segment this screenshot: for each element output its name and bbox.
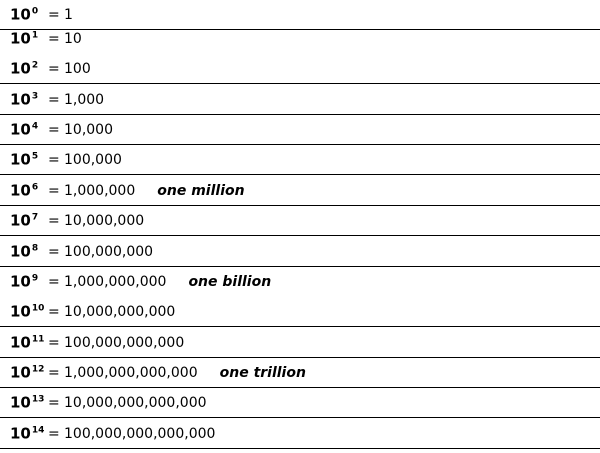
value-text: 100 xyxy=(64,60,91,77)
value-text: 10,000,000,000 xyxy=(64,303,176,320)
table-row xyxy=(0,24,600,54)
table-row xyxy=(0,388,600,418)
equals-sign: = xyxy=(48,243,60,260)
table-row xyxy=(0,419,600,449)
value-text: 10,000,000,000,000 xyxy=(64,394,207,411)
equals-sign: = xyxy=(48,212,60,229)
value-text: 100,000,000,000,000 xyxy=(64,425,216,442)
table-row xyxy=(0,176,600,206)
equals-sign: = xyxy=(48,364,60,381)
equals-sign: = xyxy=(48,274,60,290)
table-row xyxy=(0,358,600,388)
table-row xyxy=(0,237,600,267)
value-text: 1,000,000,000,000 one trillion xyxy=(64,364,306,381)
note-one-trillion: one trillion xyxy=(219,364,306,381)
note-one-million: one million xyxy=(157,182,245,199)
equals-sign: = xyxy=(48,60,60,77)
power-label: $10^2$ xyxy=(10,59,39,77)
power-label: $10^9$ xyxy=(10,272,39,291)
power-label: $10^{10}$ xyxy=(10,302,45,320)
equals-sign: = xyxy=(48,182,60,199)
equals-sign: = xyxy=(48,425,60,442)
power-label: $10^0$ xyxy=(10,5,39,23)
power-label: $10^7$ xyxy=(10,211,39,229)
table-row xyxy=(0,54,600,84)
power-label: $10^{14}$ xyxy=(10,424,45,442)
value-text: 10 xyxy=(64,31,82,47)
power-label: $10^3$ xyxy=(10,90,39,108)
table-row xyxy=(0,145,600,175)
table-row xyxy=(0,297,600,327)
value-text: 1,000,000 one million xyxy=(64,182,245,199)
table-row xyxy=(0,85,600,115)
equals-sign: = xyxy=(48,151,60,168)
equals-sign: = xyxy=(48,394,60,411)
value-text: 10,000 xyxy=(64,121,113,138)
power-label: $10^8$ xyxy=(10,242,39,260)
power-label: $10^{12}$ xyxy=(10,363,45,381)
value-text: 1,000,000,000 one billion xyxy=(64,274,272,290)
equals-sign: = xyxy=(48,31,60,47)
equals-sign: = xyxy=(48,91,60,108)
value-text: 100,000 xyxy=(64,151,122,168)
power-label: $10^{13}$ xyxy=(10,393,45,411)
value-text: 1,000 xyxy=(64,91,105,108)
power-label: $10^4$ xyxy=(10,120,39,138)
value-text: 100,000,000,000 xyxy=(64,334,185,351)
power-label: $10^6$ xyxy=(10,181,39,199)
value-text: 10,000,000 xyxy=(64,212,145,229)
value-text: 100,000,000 xyxy=(64,243,154,260)
table-row xyxy=(0,115,600,145)
value-text: 1 xyxy=(64,6,73,23)
equals-sign: = xyxy=(48,121,60,138)
table-row xyxy=(0,328,600,358)
table-row xyxy=(0,206,600,236)
power-label: $10^1$ xyxy=(10,29,39,48)
equals-sign: = xyxy=(48,334,60,351)
power-label: $10^5$ xyxy=(10,150,39,168)
note-one-billion: one billion xyxy=(188,274,272,290)
equals-sign: = xyxy=(48,6,60,23)
table-row xyxy=(0,267,600,297)
power-label: $10^{11}$ xyxy=(10,333,45,351)
equals-sign: = xyxy=(48,303,60,320)
